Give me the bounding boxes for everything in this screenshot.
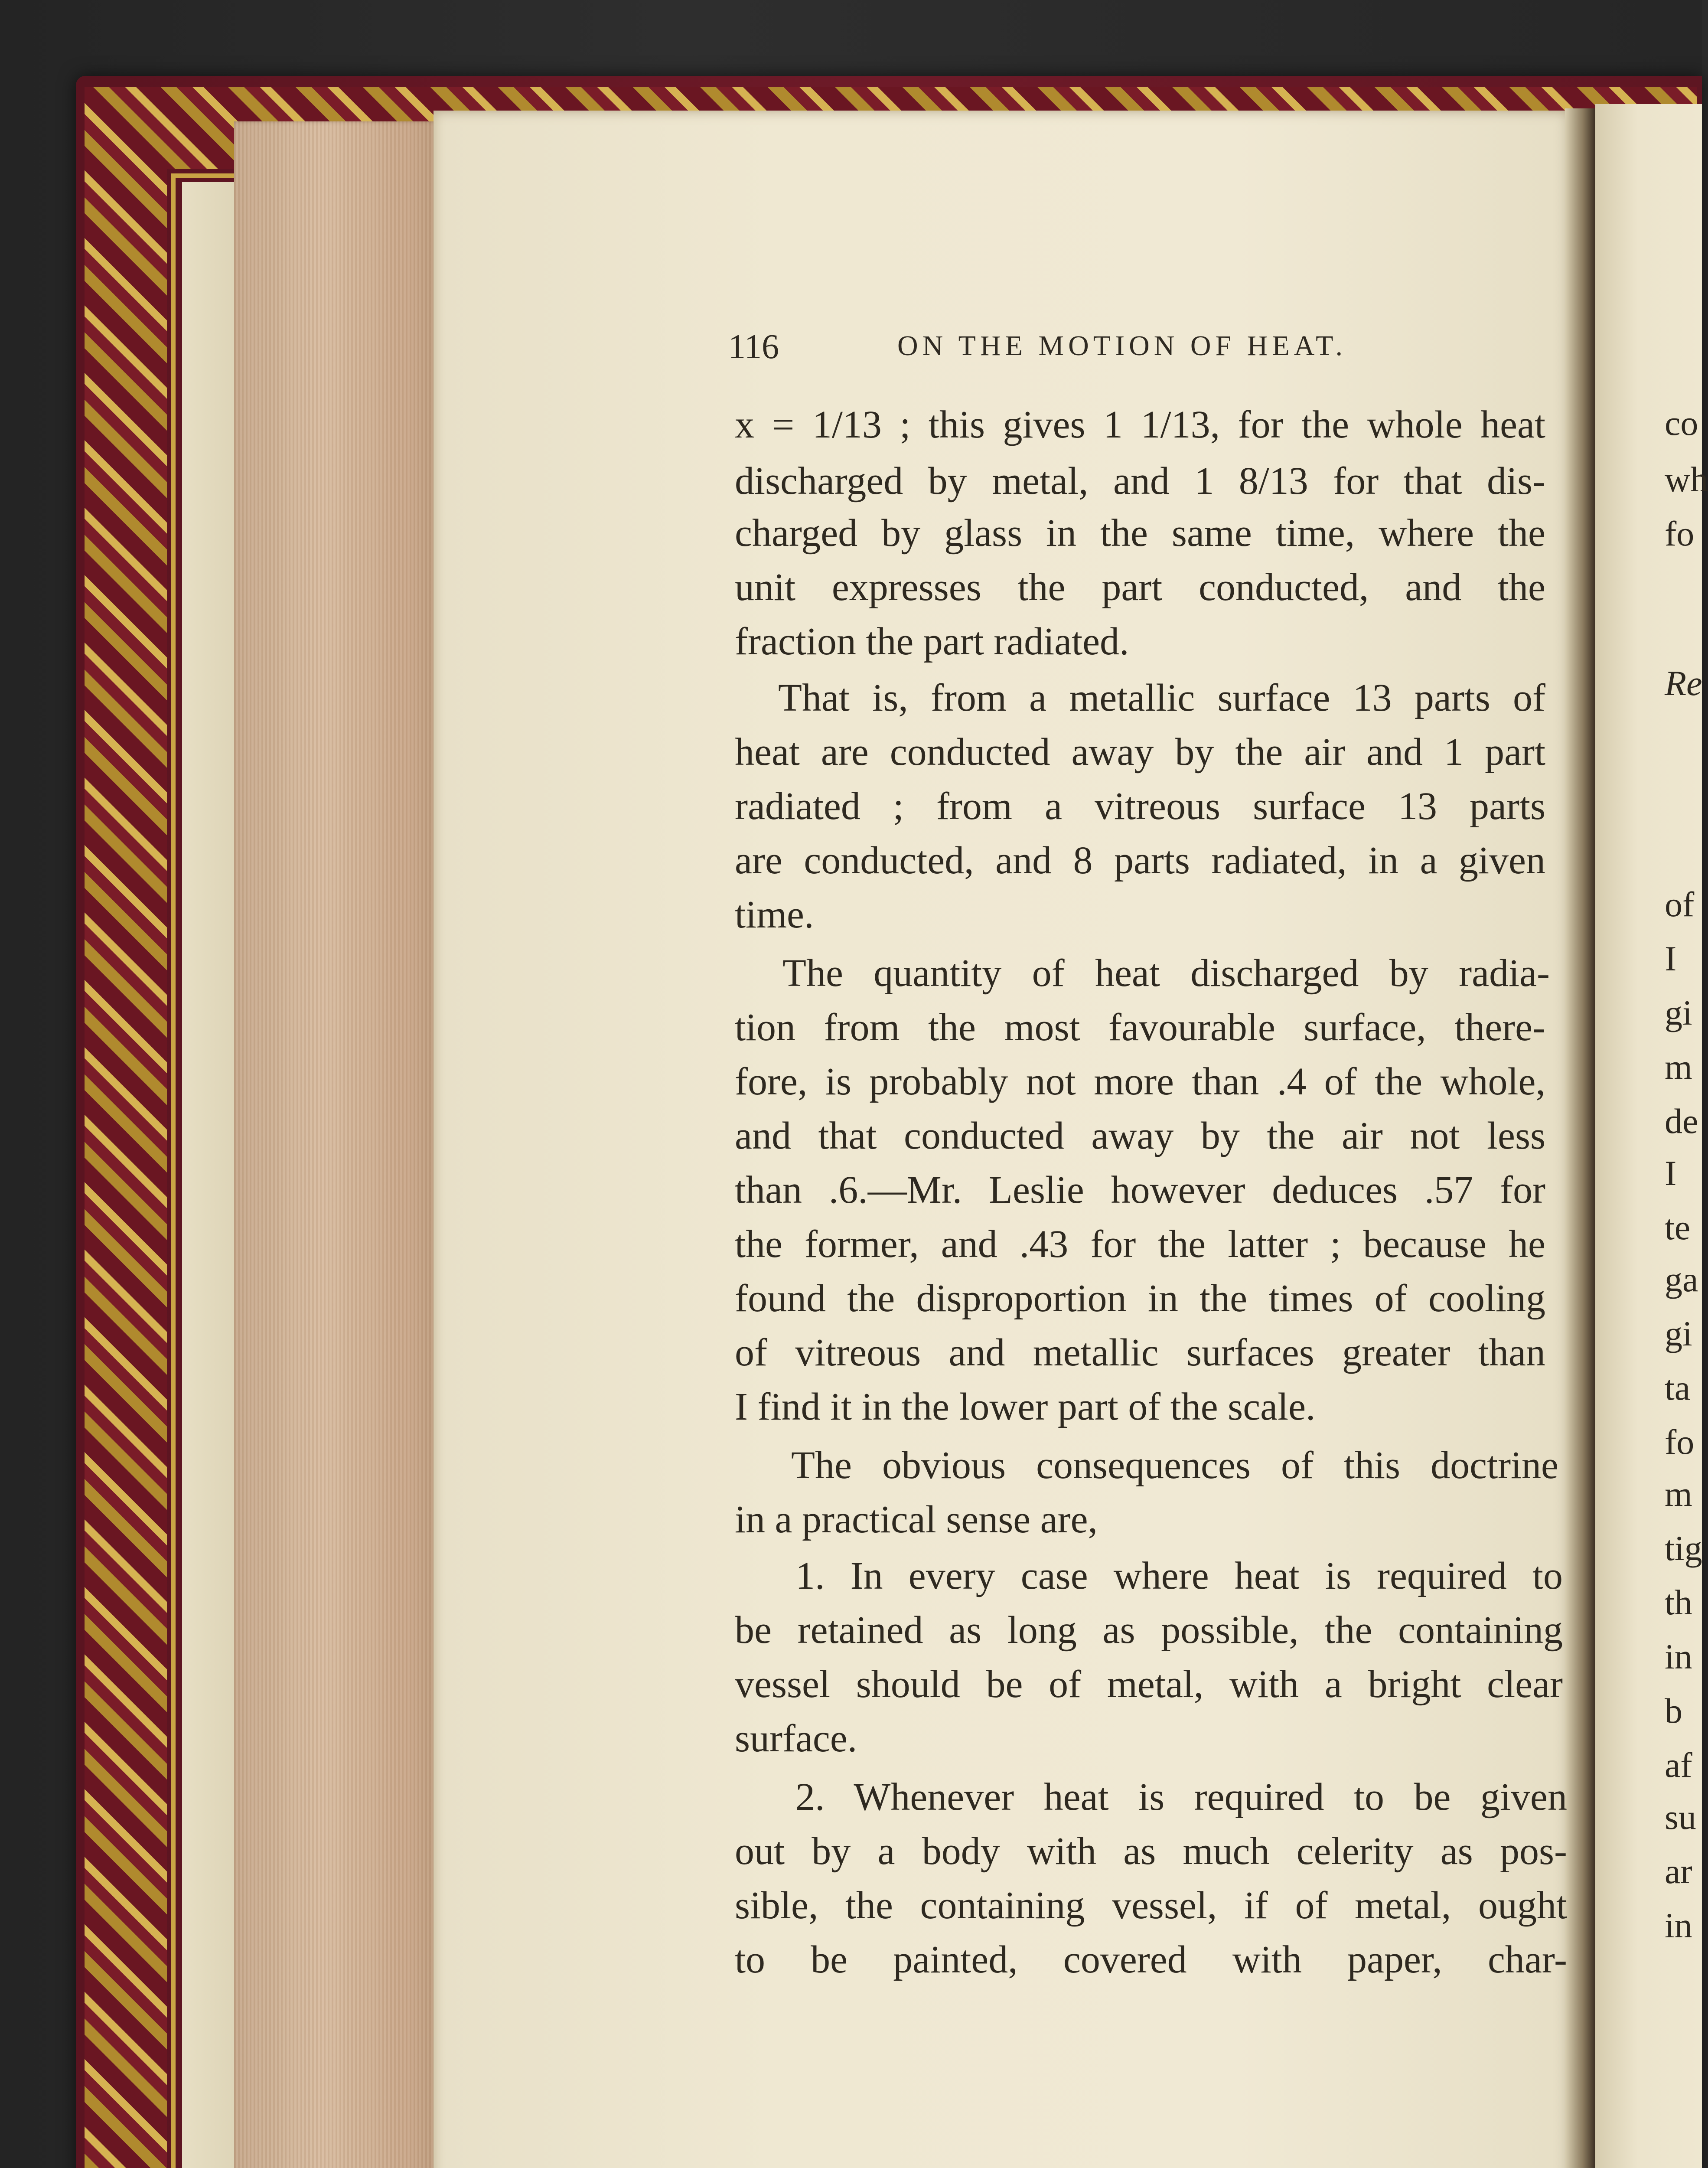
text-line: sible, the containing vessel, if of metal, ought: [735, 1884, 1567, 1927]
text-line: That is, from a metallic surface 13 parts of: [778, 676, 1545, 719]
page-number: 116: [728, 328, 779, 366]
text-line: heat are conducted away by the air and 1 part: [735, 731, 1545, 774]
text-line: be retained as long as possible, the containing: [735, 1609, 1563, 1652]
facing-fragment: de: [1665, 1101, 1698, 1141]
text-line: unit expresses the part conducted, and the: [735, 566, 1545, 609]
facing-fragment: of: [1665, 885, 1695, 924]
facing-fragment: fo: [1665, 514, 1695, 553]
running-title: ON THE MOTION OF HEAT.: [897, 330, 1347, 362]
facing-fragment: Re: [1665, 663, 1702, 703]
facing-fragment: co: [1665, 403, 1698, 443]
facing-fragment: wh: [1665, 460, 1708, 499]
text-line: I find it in the lower part of the scale.: [735, 1385, 1316, 1428]
text-line: to be painted, covered with paper, char-: [735, 1938, 1567, 1981]
facing-fragment: m: [1665, 1474, 1692, 1514]
text-line: time.: [735, 893, 814, 936]
text-line: of vitreous and metallic surfaces greater than: [735, 1331, 1545, 1374]
text-line: vessel should be of metal, with a bright clear: [735, 1663, 1563, 1706]
text-line: tion from the most favourable surface, there-: [735, 1006, 1545, 1049]
facing-fragment: th: [1665, 1583, 1692, 1622]
facing-fragment: ga: [1665, 1260, 1698, 1299]
facing-fragment: gi: [1665, 993, 1692, 1032]
text-line: 2. Whenever heat is required to be given: [795, 1776, 1567, 1819]
text-line: x = 1/13 ; this gives 1 1/13, for the whole heat: [735, 403, 1545, 446]
text-line: surface.: [735, 1717, 857, 1760]
text-line: fraction the part radiated.: [735, 620, 1129, 663]
facing-fragment: fo: [1665, 1422, 1695, 1462]
facing-fragment: I: [1665, 939, 1677, 978]
text-line: radiated ; from a vitreous surface 13 parts: [735, 785, 1545, 828]
facing-fragment: su: [1665, 1797, 1696, 1837]
text-line: in a practical sense are,: [735, 1498, 1098, 1541]
gutter: [1565, 108, 1595, 2168]
text-line: out by a body with as much celerity as pos-: [735, 1830, 1567, 1873]
facing-fragment: ar: [1665, 1851, 1692, 1891]
facing-fragment: I: [1665, 1153, 1677, 1193]
text-line: and that conducted away by the air not less: [735, 1114, 1545, 1157]
text-line: discharged by metal, and 1 8/13 for that dis-: [735, 460, 1545, 503]
text-line: the former, and .43 for the latter ; because he: [735, 1223, 1545, 1266]
text-line: found the disproportion in the times of cooling: [735, 1277, 1545, 1320]
facing-fragment: af: [1665, 1745, 1692, 1785]
text-line: charged by glass in the same time, where the: [735, 512, 1545, 555]
facing-fragment: tig: [1665, 1528, 1702, 1568]
facing-fragment: in: [1665, 1637, 1692, 1676]
text-line: 1. In every case where heat is required to: [795, 1554, 1563, 1597]
facing-fragment: te: [1665, 1208, 1691, 1247]
facing-fragment: in: [1665, 1906, 1692, 1945]
text-line: The quantity of heat discharged by radia-: [782, 952, 1550, 995]
text-line: are conducted, and 8 parts radiated, in a given: [735, 839, 1545, 882]
facing-fragment: b: [1665, 1691, 1682, 1730]
facing-fragment: m: [1665, 1047, 1692, 1087]
page-edges: [234, 121, 451, 2168]
text-line: fore, is probably not more than .4 of the whole,: [735, 1060, 1545, 1103]
facing-fragment: ta: [1665, 1368, 1691, 1407]
text-line: The obvious consequences of this doctrine: [791, 1444, 1558, 1487]
text-line: than .6.—Mr. Leslie however deduces .57 for: [735, 1169, 1545, 1211]
facing-fragment: gi: [1665, 1314, 1692, 1353]
